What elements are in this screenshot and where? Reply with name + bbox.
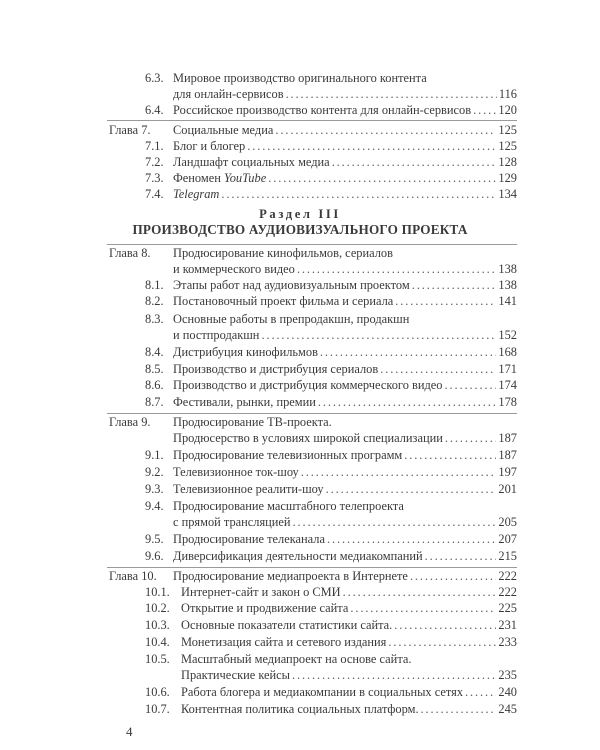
page-ref: 215	[498, 549, 517, 563]
entry-number: 8.6.	[145, 378, 164, 392]
chapter-title: Социальные медиа	[173, 123, 274, 137]
entry-title: Производство и дистрибуция сериалов	[173, 362, 379, 376]
dot-leader	[465, 684, 496, 700]
entry-title: Продюсирование масштабного телепроекта	[173, 499, 404, 513]
entry-number: 8.1.	[145, 278, 164, 292]
entry-title: Монетизация сайта и сетевого издания	[181, 635, 387, 649]
entry-title: Масштабный медиапроект на основе сайта.	[181, 652, 412, 666]
page-ref: 222	[498, 569, 517, 583]
entry-title-cont: и постпродакшн	[173, 328, 260, 342]
entry-title: Контентная политика социальных платформ.	[181, 702, 419, 716]
entry-title: Основные показатели статистики сайта.	[181, 618, 393, 632]
entry-number: 10.1.	[145, 585, 170, 599]
chapter-number: Глава 8.	[109, 246, 151, 260]
entry-title: Диверсификация деятельности медиакомпаний	[173, 549, 423, 563]
dot-leader	[261, 327, 496, 343]
page-ref: 201	[498, 482, 517, 496]
dot-leader	[380, 361, 496, 377]
entry-number: 10.7.	[145, 702, 170, 716]
entry-number: 7.1.	[145, 139, 164, 153]
chapter-title-cont: Продюсерство в условиях широкой специализации	[173, 431, 443, 445]
entry-number: 7.4.	[145, 187, 164, 201]
dot-leader	[410, 568, 496, 584]
page-ref: 128	[498, 155, 517, 169]
page-ref: 138	[498, 278, 517, 292]
entry-title: Ландшафт социальных медиа	[173, 155, 330, 169]
entry-title: Продюсирование телевизионных программ	[173, 448, 403, 462]
dot-leader	[421, 701, 497, 717]
page-ref: 240	[498, 685, 517, 699]
page-ref: 129	[498, 171, 517, 185]
section-divider	[107, 120, 517, 121]
page-ref: 134	[498, 187, 517, 201]
dot-leader	[388, 634, 496, 650]
entry-title: Телевизионное реалити-шоу	[173, 482, 324, 496]
dot-leader	[286, 86, 497, 102]
dot-leader	[445, 430, 497, 446]
chapter-title-cont: и коммерческого видео	[173, 262, 295, 276]
entry-number: 8.5.	[145, 362, 164, 376]
entry-title-cont: с прямой трансляцией	[173, 515, 291, 529]
entry-title: Блог и блогер	[173, 139, 246, 153]
page-ref: 168	[498, 345, 517, 359]
page-ref: 187	[498, 448, 517, 462]
page-ref: 222	[498, 585, 517, 599]
dot-leader	[297, 261, 497, 277]
entry-number: 8.3.	[145, 312, 164, 326]
page-ref: 233	[498, 635, 517, 649]
entry-number: 9.4.	[145, 499, 164, 513]
page-ref: 171	[498, 362, 517, 376]
page-ref: 120	[498, 103, 517, 117]
section-label: Раздел III	[259, 207, 341, 221]
entry-number: 8.4.	[145, 345, 164, 359]
chapter-title: Продюсирование ТВ-проекта.	[173, 415, 332, 429]
page-ref: 125	[498, 123, 517, 137]
entry-number: 10.4.	[145, 635, 170, 649]
entry-title: Продюсирование телеканала	[173, 532, 325, 546]
entry-title: Открытие и продвижение сайта	[181, 601, 349, 615]
dot-leader	[268, 170, 496, 186]
entry-title-plain: Феномен	[173, 171, 224, 185]
entry-number: 7.2.	[145, 155, 164, 169]
dot-leader	[343, 584, 497, 600]
dot-leader	[395, 293, 496, 309]
entry-title: Российское производство контента для онлайн-сервисов	[173, 103, 472, 117]
entry-number: 10.5.	[145, 652, 170, 666]
dot-leader	[301, 464, 497, 480]
entry-title: Работа блогера и медиакомпании в социальных сетях	[181, 685, 464, 699]
entry-title: Дистрибуция кинофильмов	[173, 345, 318, 359]
page-ref: 235	[498, 668, 517, 682]
dot-leader	[394, 617, 496, 633]
dot-leader	[247, 138, 496, 154]
entry-number: 9.3.	[145, 482, 164, 496]
chapter-number: Глава 9.	[109, 415, 151, 429]
dot-leader	[327, 531, 496, 547]
dot-leader	[404, 447, 496, 463]
page-ref: 178	[498, 395, 517, 409]
dot-leader	[326, 481, 497, 497]
entry-number: 10.2.	[145, 601, 170, 615]
entry-title-cont: Практические кейсы	[181, 668, 290, 682]
page-ref: 225	[498, 601, 517, 615]
page-ref: 174	[498, 378, 517, 392]
entry-title: Постановочный проект фильма и сериала	[173, 294, 394, 308]
chapter-number: Глава 10.	[109, 569, 157, 583]
page-ref: 125	[498, 139, 517, 153]
dot-leader	[473, 102, 496, 118]
entry-title: Этапы работ над аудиовизуальным проектом	[173, 278, 410, 292]
entry-number: 6.3.	[145, 71, 164, 85]
page-ref: 141	[498, 294, 517, 308]
section-title: ПРОИЗВОДСТВО АУДИОВИЗУАЛЬНОГО ПРОЕКТА	[132, 222, 468, 237]
dot-leader	[293, 514, 497, 530]
page-ref: 245	[498, 702, 517, 716]
page-ref: 152	[498, 328, 517, 342]
dot-leader	[275, 122, 496, 138]
entry-number: 10.3.	[145, 618, 170, 632]
entry-number: 8.2.	[145, 294, 164, 308]
page-ref: 116	[498, 87, 517, 101]
entry-title: Телевизионное ток-шоу	[173, 465, 299, 479]
page-ref: 197	[498, 465, 517, 479]
entry-title: Основные работы в препродакшн, продакшн	[173, 312, 410, 326]
dot-leader	[350, 600, 496, 616]
chapter-number: Глава 7.	[109, 123, 151, 137]
dot-leader	[425, 548, 497, 564]
entry-number: 9.6.	[145, 549, 164, 563]
entry-number: 7.3.	[145, 171, 164, 185]
entry-title-italic: YouTube	[223, 171, 267, 185]
entry-number: 6.4.	[145, 103, 164, 117]
entry-title-cont: для онлайн-сервисов	[173, 87, 284, 101]
entry-number: 9.1.	[145, 448, 164, 462]
entry-title: Интернет-сайт и закон о СМИ	[181, 585, 341, 599]
page-ref: 205	[498, 515, 517, 529]
entry-title: Фестивали, рынки, премии	[173, 395, 316, 409]
entry-title: Производство и дистрибуция коммерческого видео	[173, 378, 443, 392]
entry-number: 9.2.	[145, 465, 164, 479]
page-ref: 207	[498, 532, 517, 546]
entry-number: 10.6.	[145, 685, 170, 699]
dot-leader	[318, 394, 497, 410]
entry-number: 8.7.	[145, 395, 164, 409]
page-ref: 138	[498, 262, 517, 276]
entry-number: 9.5.	[145, 532, 164, 546]
dot-leader	[292, 667, 496, 683]
chapter-title: Продюсирование медиапроекта в Интернете	[173, 569, 408, 583]
dot-leader	[320, 344, 496, 360]
page-number: 4	[126, 724, 133, 739]
dot-leader	[332, 154, 497, 170]
entry-title: Telegram	[173, 187, 220, 201]
dot-leader	[221, 186, 496, 202]
entry-title	[173, 170, 266, 186]
page-ref: 187	[498, 431, 517, 445]
page-ref: 231	[498, 618, 517, 632]
dot-leader	[444, 377, 496, 393]
dot-leader	[412, 277, 497, 293]
entry-title: Мировое производство оригинального контента	[173, 71, 427, 85]
chapter-title: Продюсирование кинофильмов, сериалов	[173, 246, 393, 260]
